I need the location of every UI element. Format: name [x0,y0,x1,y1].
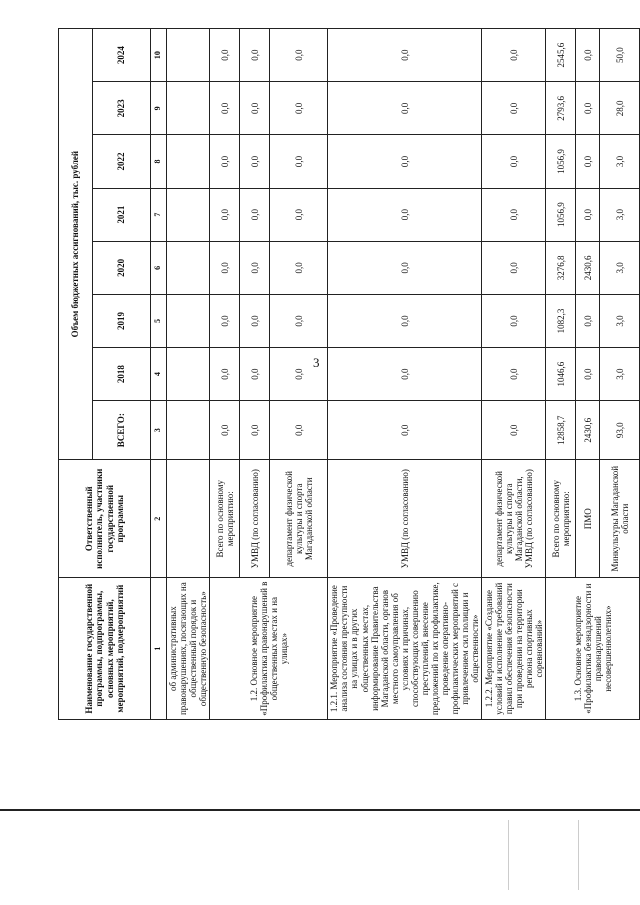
value-cell: 1046,6 [546,348,576,401]
value-cell: 1082,3 [546,294,576,347]
rotated-table-wrapper [58,28,630,720]
scan-artifact-line [508,820,509,890]
value-cell: 2793,6 [546,82,576,135]
value-cell: 0,0 [240,401,270,460]
column-number: 8 [151,135,167,188]
value-cell: 0,0 [328,29,482,82]
value-cell: 0,0 [576,82,600,135]
item-name: 1.2. Основное мероприятие «Профилактика правонарушений в общественных местах и на улицах» [210,578,328,720]
value-cell: 0,0 [210,82,240,135]
value-cell: 0,0 [270,294,328,347]
column-number: 9 [151,82,167,135]
value-cell: 0,0 [328,188,482,241]
header-year: 2020 [93,241,151,294]
column-number: 3 [151,401,167,460]
executor-cell: Всего по основному мероприятию: [546,460,576,578]
executor-cell: департамент физической культуры и спорта Магаданской области, УМВД (по согласованию) [482,460,546,578]
value-cell: 0,0 [240,29,270,82]
value-cell: 0,0 [210,348,240,401]
table-row [328,29,482,720]
column-number: 4 [151,348,167,401]
column-number: 5 [151,294,167,347]
value-cell: 0,0 [270,348,328,401]
value-cell: 93,0 [600,401,640,460]
value-cell: 3,0 [600,348,640,401]
header-year: 2018 [93,348,151,401]
header-year: 2024 [93,29,151,82]
scan-artifact-line [578,820,579,890]
value-cell: 3,0 [600,241,640,294]
value-cell: 0,0 [210,294,240,347]
value-cell: 0,0 [482,29,546,82]
value-cell: 2430,6 [576,241,600,294]
table-row [482,29,546,720]
header-executor: Ответственный исполнитель, участники государственной программы [59,460,151,578]
value-cell: 0,0 [328,82,482,135]
header-year: 2023 [93,82,151,135]
executor-cell: ПМО [576,460,600,578]
value-cell: 3,0 [600,294,640,347]
header-name: Наименование государственной программы, подпрограммы, основных мероприятий, мероприятий, подмероприятий [59,578,151,720]
value-cell: 0,0 [482,348,546,401]
value-cell: 0,0 [270,29,328,82]
value-cell: 0,0 [270,188,328,241]
column-number: 2 [151,460,167,578]
value-cell: 0,0 [576,135,600,188]
header-budget-group: Объем бюджетных ассигнований, тыс. рублей [59,29,93,460]
value-cell: 0,0 [240,348,270,401]
value-cell: 12858,7 [546,401,576,460]
value-cell: 0,0 [210,188,240,241]
value-cell: 0,0 [328,241,482,294]
value-cell: 3276,8 [546,241,576,294]
column-number: 6 [151,241,167,294]
column-number: 1 [151,578,167,720]
value-cell: 0,0 [576,29,600,82]
value-cell: 0,0 [270,401,328,460]
budget-table [58,28,640,720]
item-name: 1.2.1. Мероприятие «Проведение анализа состояния преступности на улицах и в других общественных местах, информирование Правительства Магаданской области, органов местного самоуправления об условиях и причинах, способствующих совершению преступлений, внесение предложений по их профилактике, проведение оперативно-профилактических мероприятий с привлечением сил полиции и общественности» [328,578,482,720]
value-cell: 0,0 [240,294,270,347]
value-cell: 0,0 [240,241,270,294]
item-name: 1.3. Основное мероприятие «Профилактика безнадзорности и правонарушений несовершеннолетних» [546,578,640,720]
continuation-text: об административных правонарушениях, посягающих на общественный порядок и общественную безопасность» [167,578,210,720]
executor-cell: УМВД (по согласованию) [240,460,270,578]
header-total: ВСЕГО: [93,401,151,460]
value-cell: 3,0 [600,188,640,241]
header-year: 2022 [93,135,151,188]
value-cell: 0,0 [482,401,546,460]
value-cell: 0,0 [240,82,270,135]
column-number: 7 [151,188,167,241]
executor-cell: УМВД (по согласованию) [328,460,482,578]
value-cell: 0,0 [328,294,482,347]
value-cell: 0,0 [240,188,270,241]
value-cell: 28,0 [600,82,640,135]
page-number: 3 [313,355,320,370]
table-row [210,29,240,720]
table-row [546,29,576,720]
value-cell: 0,0 [482,241,546,294]
value-cell: 0,0 [482,294,546,347]
executor-cell: Всего по основному мероприятию: [210,460,240,578]
horizontal-rule [0,809,640,811]
value-cell: 0,0 [210,401,240,460]
value-cell: 2545,6 [546,29,576,82]
value-cell: 0,0 [240,135,270,188]
value-cell: 0,0 [328,348,482,401]
value-cell: 50,0 [600,29,640,82]
column-number: 10 [151,29,167,82]
executor-cell: департамент физической культуры и спорта Магаданской области [270,460,328,578]
value-cell: 0,0 [482,188,546,241]
value-cell: 0,0 [270,135,328,188]
header-year: 2019 [93,294,151,347]
value-cell: 0,0 [210,241,240,294]
executor-cell: Минкультуры Магаданской области [600,460,640,578]
value-cell: 3,0 [600,135,640,188]
value-cell: 0,0 [270,82,328,135]
value-cell: 0,0 [576,294,600,347]
value-cell: 0,0 [482,135,546,188]
value-cell: 0,0 [482,82,546,135]
value-cell: 1056,9 [546,135,576,188]
value-cell: 1056,9 [546,188,576,241]
value-cell: 0,0 [210,29,240,82]
item-name: 1.2.2. Мероприятие «Создание условий и исполнение требований правил обеспечения безопасности при проведении на территории региона спортивных соревнований» [482,578,546,720]
value-cell: 0,0 [328,401,482,460]
value-cell: 2430,6 [576,401,600,460]
value-cell: 0,0 [576,348,600,401]
value-cell: 0,0 [270,241,328,294]
value-cell: 0,0 [328,135,482,188]
header-year: 2021 [93,188,151,241]
value-cell: 0,0 [210,135,240,188]
value-cell: 0,0 [576,188,600,241]
